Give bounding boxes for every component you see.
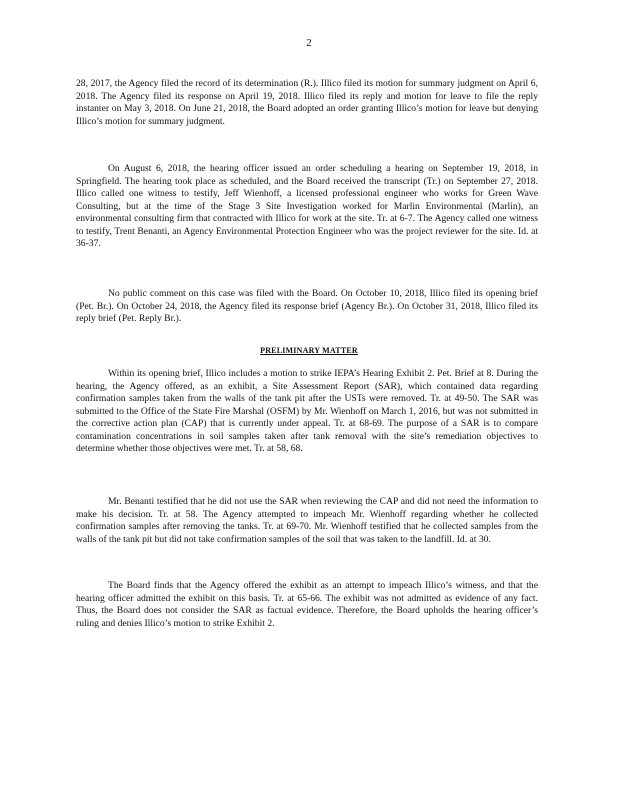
paragraph-hearing: On August 6, 2018, the hearing officer issued an order scheduling a hearing on September 19, 2018, in Springfield. The hearing took place as scheduled, and the Board received the transcript (Tr.) on September 27, 2018. Illico called one witness to testify, Jeff Wienhoff, a licensed professional engineer who works for Green Wave Consulting, but at the time of the Stage 3 Site Investigation worked for Marlin Environmental (Marlin), an environmental consulting firm that contracted with Illico for work at the site. Tr. at 6-7. The Agency called one witness to testify, Trent Benanti, an Agency Environmental Protection Engineer who was the project reviewer for the site. Id. at 36-37. bbox=[76, 163, 538, 249]
section-heading-preliminary-matter: PRELIMINARY MATTER bbox=[260, 346, 358, 355]
paragraph-briefs: No public comment on this case was filed with the Board. On October 10, 2018, Illico filed its opening brief (Pet. Br.). On October 24, 2018, the Agency filed its response brief (Agency Br.). On October 31, 2018, Illico filed its reply brief (Pet. Reply Br.). bbox=[76, 288, 538, 324]
paragraph-motion-to-strike: Within its opening brief, Illico includes a motion to strike IEPA’s Hearing Exhibit 2. Pet. Brief at 8. During the hearing, the Agency offered, as an exhibit, a Site Assessment Report (SAR), which contained data regarding confirmation samples taken from the walls of the tank pit after the USTs were removed. Tr. at 49-50. The SAR was submitted to the Office of the State Fire Marshal (OSFM) by Mr. Wienhoff on March 1, 2016, but was not submitted in the corrective action plan (CAP) that is currently under appeal. Tr. at 68-69. The purpose of a SAR is to compare contamination concentrations in soil samples taken after tank removal with the site’s remediation objectives to determine whether those objectives were met. Tr. at 58, 68. bbox=[76, 368, 538, 454]
paragraph-board-finding: The Board finds that the Agency offered the exhibit as an attempt to impeach Illico’s witness, and that the hearing officer admitted the exhibit on this basis. Tr. at 65-66. The exhibit was not admitted as evidence of any fact. Thus, the Board does not consider the SAR as factual evidence. Therefore, the Board upholds the hearing officer’s ruling and denies Illico’s motion to strike Exhibit 2. bbox=[76, 580, 538, 629]
paragraph-procedural-history: 28, 2017, the Agency filed the record of its determination (R.). Illico filed its motion for summary judgment on April 6, 2018. The Agency filed its response on April 19, 2018. Illico filed its reply and motion for leave to file the reply instanter on May 3, 2018. On June 21, 2018, the Board adopted an order granting Illico’s motion for leave but denying Illico’s motion for summary judgment. bbox=[76, 78, 538, 127]
page-number: 2 bbox=[306, 37, 312, 49]
paragraph-testimony: Mr. Benanti testified that he did not use the SAR when reviewing the CAP and did not need the information to make his decision. Tr. at 58. The Agency attempted to impeach Mr. Wienhoff regarding whether he collected confirmation samples after removing the tanks. Tr. at 69-70. Mr. Wienhoff testified that he collected samples from the walls of the tank pit but did not take confirmation samples of the soil that was taken to the landfill. Id. at 30. bbox=[76, 496, 538, 545]
